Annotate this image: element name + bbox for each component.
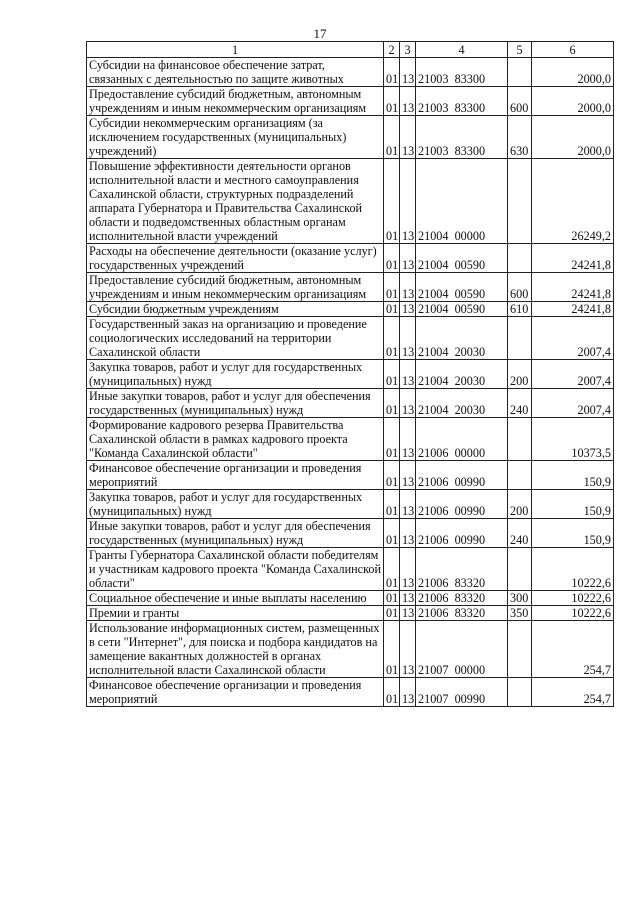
row-expense-type-cell: 630 bbox=[508, 116, 532, 159]
table-row bbox=[87, 678, 614, 707]
row-amount-cell: 150,9 bbox=[532, 461, 614, 490]
row-subsection-cell: 13 bbox=[400, 519, 416, 548]
row-section-cell: 01 bbox=[384, 461, 400, 490]
row-name-cell: Расходы на обеспечение деятельности (оказание услуг) государственных учреждений bbox=[87, 244, 384, 273]
table-row bbox=[87, 244, 614, 273]
row-expense-type-cell bbox=[508, 58, 532, 87]
row-target-article-cell: 21006 00990 bbox=[416, 519, 508, 548]
table-row bbox=[87, 461, 614, 490]
row-expense-type-cell bbox=[508, 418, 532, 461]
row-target-article-cell: 21006 83320 bbox=[416, 591, 508, 606]
table-row bbox=[87, 273, 614, 302]
row-amount-cell: 2000,0 bbox=[532, 58, 614, 87]
row-amount-cell: 10222,6 bbox=[532, 606, 614, 621]
table-row bbox=[87, 58, 614, 87]
row-subsection-cell: 13 bbox=[400, 548, 416, 591]
row-expense-type-cell: 200 bbox=[508, 490, 532, 519]
row-target-article-cell: 21004 00590 bbox=[416, 273, 508, 302]
row-amount-cell: 24241,8 bbox=[532, 244, 614, 273]
row-name-cell: Социальное обеспечение и иные выплаты населению bbox=[87, 591, 384, 606]
header-cell-subsection: 3 bbox=[400, 42, 416, 58]
row-target-article-cell: 21004 00590 bbox=[416, 244, 508, 273]
row-name-cell: Премии и гранты bbox=[87, 606, 384, 621]
header-cell-section: 2 bbox=[384, 42, 400, 58]
row-subsection-cell: 13 bbox=[400, 87, 416, 116]
row-section-cell: 01 bbox=[384, 273, 400, 302]
budget-table bbox=[86, 41, 614, 707]
row-name-cell: Субсидии некоммерческим организациям (за исключением государственных (муниципальных) учреждений) bbox=[87, 116, 384, 159]
table-header-row bbox=[87, 42, 614, 58]
row-section-cell: 01 bbox=[384, 548, 400, 591]
row-section-cell: 01 bbox=[384, 389, 400, 418]
row-target-article-cell: 21006 00990 bbox=[416, 490, 508, 519]
row-expense-type-cell: 200 bbox=[508, 360, 532, 389]
row-expense-type-cell: 600 bbox=[508, 273, 532, 302]
row-subsection-cell: 13 bbox=[400, 58, 416, 87]
row-target-article-cell: 21004 00590 bbox=[416, 302, 508, 317]
table-body bbox=[87, 58, 614, 707]
table-row bbox=[87, 548, 614, 591]
row-section-cell: 01 bbox=[384, 58, 400, 87]
row-amount-cell: 2000,0 bbox=[532, 116, 614, 159]
row-target-article-cell: 21004 20030 bbox=[416, 360, 508, 389]
row-section-cell: 01 bbox=[384, 591, 400, 606]
row-amount-cell: 254,7 bbox=[532, 621, 614, 678]
table-row bbox=[87, 591, 614, 606]
row-section-cell: 01 bbox=[384, 678, 400, 707]
header-cell-name: 1 bbox=[87, 42, 384, 58]
row-amount-cell: 2000,0 bbox=[532, 87, 614, 116]
row-expense-type-cell bbox=[508, 159, 532, 244]
row-section-cell: 01 bbox=[384, 87, 400, 116]
table-row bbox=[87, 317, 614, 360]
row-subsection-cell: 13 bbox=[400, 317, 416, 360]
row-name-cell: Государственный заказ на организацию и проведение социологических исследований на территории Сахалинской области bbox=[87, 317, 384, 360]
row-name-cell: Закупка товаров, работ и услуг для государственных (муниципальных) нужд bbox=[87, 490, 384, 519]
row-target-article-cell: 21003 83300 bbox=[416, 87, 508, 116]
header-cell-target-article: 4 bbox=[416, 42, 508, 58]
row-target-article-cell: 21004 20030 bbox=[416, 317, 508, 360]
row-target-article-cell: 21007 00990 bbox=[416, 678, 508, 707]
row-amount-cell: 24241,8 bbox=[532, 273, 614, 302]
row-amount-cell: 254,7 bbox=[532, 678, 614, 707]
row-target-article-cell: 21003 83300 bbox=[416, 58, 508, 87]
row-name-cell: Иные закупки товаров, работ и услуг для обеспечения государственных (муниципальных) нужд bbox=[87, 519, 384, 548]
row-expense-type-cell bbox=[508, 621, 532, 678]
row-expense-type-cell bbox=[508, 244, 532, 273]
row-name-cell: Предоставление субсидий бюджетным, автономным учреждениям и иным некоммерческим организациям bbox=[87, 87, 384, 116]
row-amount-cell: 2007,4 bbox=[532, 317, 614, 360]
row-subsection-cell: 13 bbox=[400, 273, 416, 302]
row-expense-type-cell bbox=[508, 678, 532, 707]
table-row bbox=[87, 418, 614, 461]
row-expense-type-cell: 600 bbox=[508, 87, 532, 116]
row-subsection-cell: 13 bbox=[400, 490, 416, 519]
row-expense-type-cell: 240 bbox=[508, 519, 532, 548]
row-target-article-cell: 21004 20030 bbox=[416, 389, 508, 418]
row-amount-cell: 24241,8 bbox=[532, 302, 614, 317]
row-expense-type-cell: 240 bbox=[508, 389, 532, 418]
row-section-cell: 01 bbox=[384, 621, 400, 678]
row-name-cell: Гранты Губернатора Сахалинской области победителям и участникам кадрового проекта "Команда Сахалинской области" bbox=[87, 548, 384, 591]
row-expense-type-cell: 350 bbox=[508, 606, 532, 621]
row-section-cell: 01 bbox=[384, 116, 400, 159]
row-subsection-cell: 13 bbox=[400, 606, 416, 621]
row-target-article-cell: 21006 00990 bbox=[416, 461, 508, 490]
row-subsection-cell: 13 bbox=[400, 591, 416, 606]
row-amount-cell: 10373,5 bbox=[532, 418, 614, 461]
table-row bbox=[87, 606, 614, 621]
row-subsection-cell: 13 bbox=[400, 418, 416, 461]
row-name-cell: Финансовое обеспечение организации и проведения мероприятий bbox=[87, 678, 384, 707]
row-section-cell: 01 bbox=[384, 418, 400, 461]
row-expense-type-cell bbox=[508, 461, 532, 490]
row-name-cell: Предоставление субсидий бюджетным, автономным учреждениям и иным некоммерческим организациям bbox=[87, 273, 384, 302]
table-row bbox=[87, 159, 614, 244]
row-expense-type-cell: 300 bbox=[508, 591, 532, 606]
row-subsection-cell: 13 bbox=[400, 678, 416, 707]
row-name-cell: Субсидии бюджетным учреждениям bbox=[87, 302, 384, 317]
row-section-cell: 01 bbox=[384, 302, 400, 317]
row-name-cell: Формирование кадрового резерва Правительства Сахалинской области в рамках кадрового проекта "Команда Сахалинской области" bbox=[87, 418, 384, 461]
row-expense-type-cell: 610 bbox=[508, 302, 532, 317]
row-target-article-cell: 21006 83320 bbox=[416, 606, 508, 621]
row-target-article-cell: 21006 83320 bbox=[416, 548, 508, 591]
row-section-cell: 01 bbox=[384, 360, 400, 389]
row-name-cell: Иные закупки товаров, работ и услуг для обеспечения государственных (муниципальных) нужд bbox=[87, 389, 384, 418]
row-target-article-cell: 21004 00000 bbox=[416, 159, 508, 244]
header-cell-amount: 6 bbox=[532, 42, 614, 58]
table-row bbox=[87, 621, 614, 678]
page-number: 17 bbox=[313, 26, 327, 41]
row-subsection-cell: 13 bbox=[400, 116, 416, 159]
row-name-cell: Финансовое обеспечение организации и проведения мероприятий bbox=[87, 461, 384, 490]
row-name-cell: Закупка товаров, работ и услуг для государственных (муниципальных) нужд bbox=[87, 360, 384, 389]
row-amount-cell: 10222,6 bbox=[532, 591, 614, 606]
row-amount-cell: 10222,6 bbox=[532, 548, 614, 591]
row-section-cell: 01 bbox=[384, 244, 400, 273]
row-section-cell: 01 bbox=[384, 490, 400, 519]
row-subsection-cell: 13 bbox=[400, 389, 416, 418]
row-section-cell: 01 bbox=[384, 317, 400, 360]
row-name-cell: Субсидии на финансовое обеспечение затрат, связанных с деятельностью по защите животных bbox=[87, 58, 384, 87]
row-name-cell: Повышение эффективности деятельности органов исполнительной власти и местного самоуправления Сахалинской области, структурных подразделений аппарата Губернатора и Правительства Сахалинской области и подведомственных областным органам исполнительной власти учреждений bbox=[87, 159, 384, 244]
row-amount-cell: 26249,2 bbox=[532, 159, 614, 244]
row-section-cell: 01 bbox=[384, 519, 400, 548]
row-subsection-cell: 13 bbox=[400, 621, 416, 678]
table-row bbox=[87, 490, 614, 519]
row-section-cell: 01 bbox=[384, 159, 400, 244]
table-row bbox=[87, 87, 614, 116]
row-expense-type-cell bbox=[508, 548, 532, 591]
row-section-cell: 01 bbox=[384, 606, 400, 621]
row-subsection-cell: 13 bbox=[400, 461, 416, 490]
row-subsection-cell: 13 bbox=[400, 360, 416, 389]
table-row bbox=[87, 519, 614, 548]
header-cell-expense-type: 5 bbox=[508, 42, 532, 58]
row-name-cell: Использование информационных систем, размещенных в сети "Интернет", для поиска и подбора кандидатов на замещение вакантных должностей в органах исполнительной власти Сахалинской области bbox=[87, 621, 384, 678]
row-target-article-cell: 21006 00000 bbox=[416, 418, 508, 461]
row-subsection-cell: 13 bbox=[400, 244, 416, 273]
row-amount-cell: 2007,4 bbox=[532, 360, 614, 389]
row-target-article-cell: 21003 83300 bbox=[416, 116, 508, 159]
row-amount-cell: 150,9 bbox=[532, 490, 614, 519]
table-row bbox=[87, 389, 614, 418]
table-row bbox=[87, 360, 614, 389]
row-subsection-cell: 13 bbox=[400, 159, 416, 244]
row-amount-cell: 2007,4 bbox=[532, 389, 614, 418]
row-expense-type-cell bbox=[508, 317, 532, 360]
table-row bbox=[87, 116, 614, 159]
row-target-article-cell: 21007 00000 bbox=[416, 621, 508, 678]
row-subsection-cell: 13 bbox=[400, 302, 416, 317]
table-row bbox=[87, 302, 614, 317]
row-amount-cell: 150,9 bbox=[532, 519, 614, 548]
